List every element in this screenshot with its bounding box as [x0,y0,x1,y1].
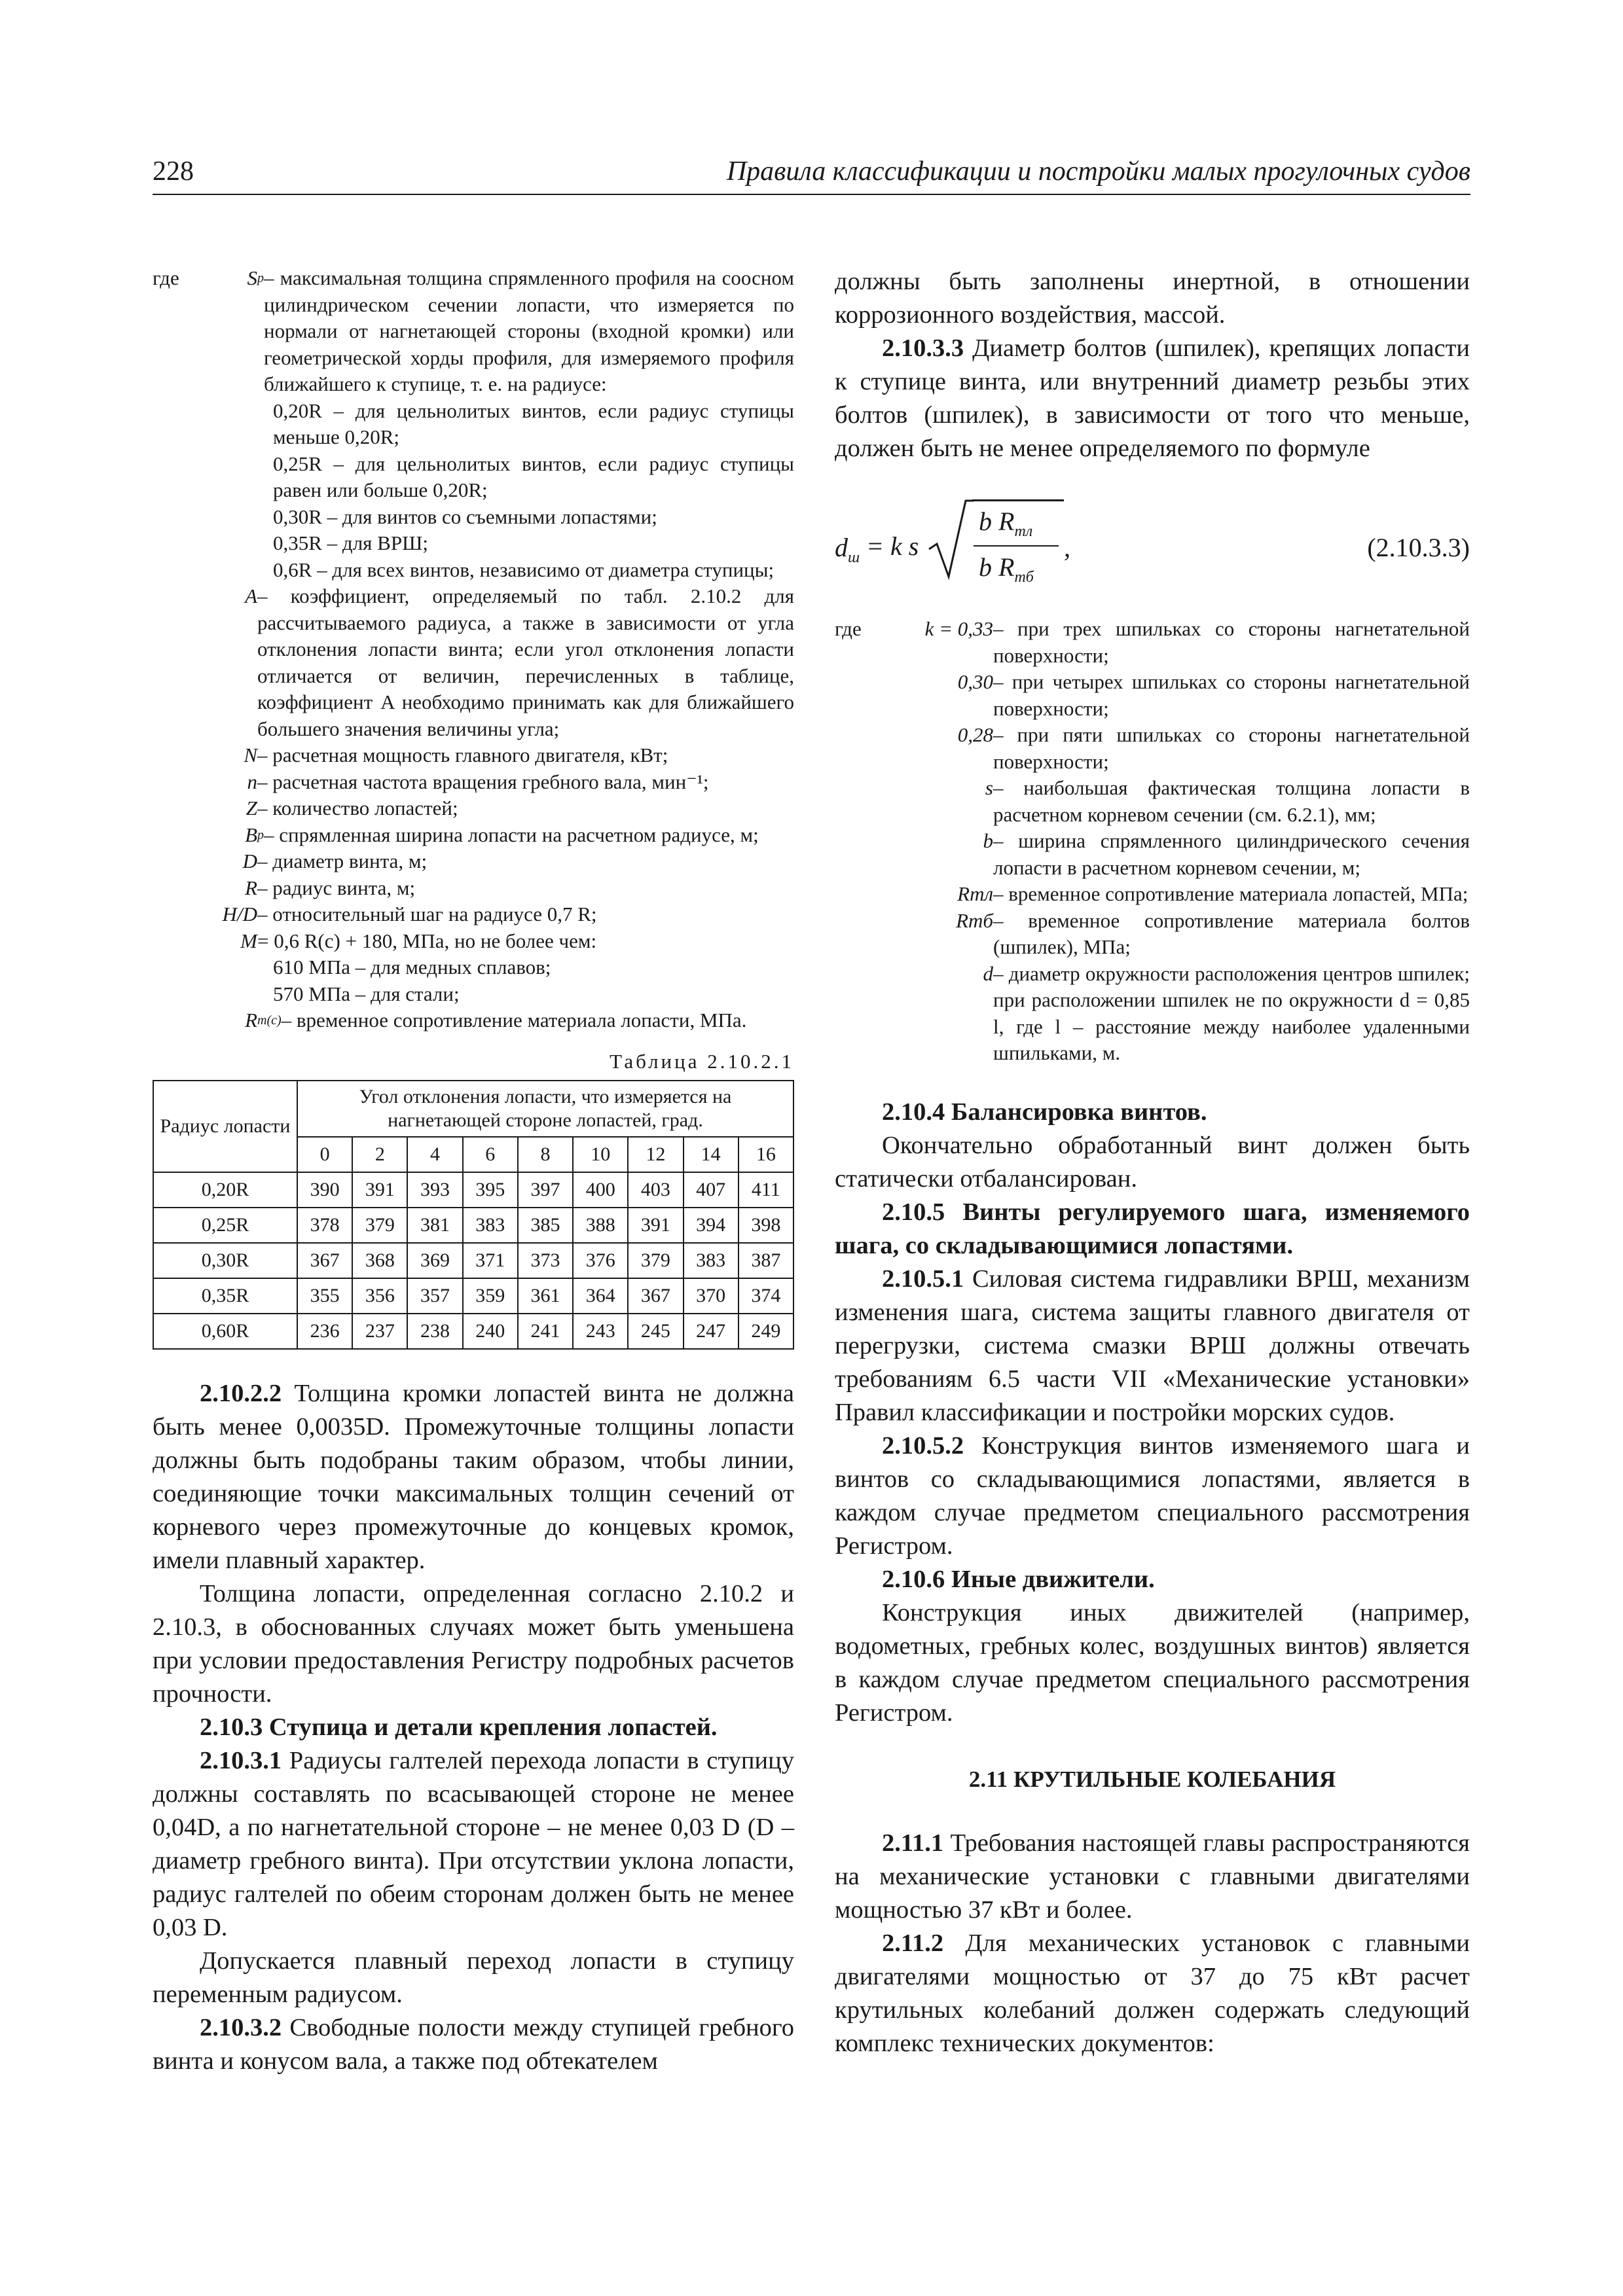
angle-header: 16 [739,1137,793,1172]
angle-header: 2 [352,1137,407,1172]
paragraph: 2.10.2.2 Толщина кромки лопастей винта не должна быть менее 0,0035D. Промежуточные толщины лопасти должны быть подобраны таким образом, чтобы линии, соединяющие точки максимальных толщин сечений от корневого через промежуточные до концевых кромок, имели плавный характер. [153,1379,794,1574]
table-row [153,1172,793,1208]
value-cell: 390 [297,1172,352,1208]
formula-numerator: b $R_{тл}$ [979,507,1033,540]
paragraph: 2.10.3.3 Диаметр болтов (шпилек), крепящих лопасти к ступице винта, или внутренний диаметр резьбы этих болтов (шпилек), в зависимости от того что меньше, должен быть не менее определяемого по формуле [835,334,1470,462]
value-cell: 411 [739,1172,793,1208]
definition-symbol: N [244,744,257,766]
value-cell: 388 [573,1208,628,1243]
definition-symbol: M [240,929,257,952]
angle-header: 10 [573,1137,628,1172]
symbol-definitions [153,265,794,1034]
value-cell: 357 [407,1278,462,1314]
paragraph: должны быть заполнены инертной, в отношении коррозионного воздействия, массой. [835,268,1470,329]
definition-text: – временное сопротивление материала болтов (шпилек), МПа; [993,908,1470,958]
value-cell: 243 [573,1314,628,1349]
definition-text: – диаметр винта, м; [257,850,428,872]
definition-text: 0,6R – для всех винтов, независимо от диаметра ступицы; [273,558,775,581]
value-cell: 385 [518,1208,573,1243]
right-column [835,265,1470,2060]
value-cell: 400 [573,1172,628,1208]
value-cell: 364 [573,1278,628,1314]
paragraph: 2.10.5.1 Силовая система гидравлики ВРШ, механизм изменения шага, система защиты главного двигателя от перегрузки, система смазки ВРШ должны отвечать требованиям 6.5 части VII «Механические установки» Правил классификации и постройки морских судов. [835,1265,1470,1426]
definition-item [882,775,1470,828]
definition-symbol [198,504,257,531]
definition-symbol [198,981,257,1008]
value-cell: 238 [407,1314,462,1349]
definition-text: – относительный шаг на радиусе 0,7 R; [257,903,597,925]
definition-item [198,557,794,584]
paragraph: 2.10.3.1 Радиусы галтелей перехода лопасти в ступицу должны составлять по всасывающей стороне не менее 0,04D, а по нагнетательной стороне – не менее 0,03 D (D – диаметр гребного винта). При отсутствии уклона лопасти, радиус галтелей по обеим сторонам должен быть не менее 0,03 D. [153,1746,794,1941]
col-header-radius: Радиус лопасти [153,1081,297,1172]
right-body-bottom [835,1827,1470,2060]
definition-item [198,875,794,902]
bolt-symbol-definitions [835,616,1470,1067]
paragraph: 2.10.5.2 Конструкция винтов изменяемого шага и винтов со складывающимися лопастями, является в каждом случае предметом специального рассмотрения Регистром. [835,1431,1470,1560]
definition-item [882,881,1470,908]
coefficient-table [153,1080,794,1350]
definition-text: – диаметр окружности расположения центров шпилек; при расположении шпилек не по окружности d = 0,85 l, где l – расстояние между наиболее удаленными шпильками, м. [993,961,1470,1064]
value-cell: 394 [684,1208,739,1243]
definition-symbol: R [245,1009,257,1031]
value-cell: 247 [684,1314,739,1349]
right-body-top [835,265,1470,465]
col-header-angle: Угол отклонения лопасти, что измеряется на нагнетающей стороне лопастей, град. [297,1081,793,1137]
radius-cell: 0,20R [153,1172,297,1208]
value-cell: 391 [628,1208,683,1243]
definition-symbol: s [985,776,993,799]
angle-header: 8 [518,1137,573,1172]
running-title: Правила классификации и постройки малых прогулочных судов [726,156,1470,187]
definition-text: 0,20R – для цельнолитых винтов, если радиус ступицы меньше 0,20R; [273,399,794,448]
value-cell: 355 [297,1278,352,1314]
definition-text: – при четырех шпильках со стороны нагнетательной поверхности; [993,670,1470,720]
chapter-heading: 2.11 КРУТИЛЬНЫЕ КОЛЕБАНИЯ [968,1766,1336,1792]
fraction-bar [974,545,1059,547]
value-cell: 361 [518,1278,573,1314]
formula-eq: = k s [866,531,919,561]
definition-item [882,828,1470,881]
definition-text: – спрямленная ширина лопасти на расчетном радиусе, м; [264,823,759,846]
header-rule [153,194,1470,195]
definition-text: – временное сопротивление материала лопастей, МПа; [993,882,1468,905]
section-heading: 2.10.5 Винты регулируемого шага, изменяемого шага, со складывающимися лопастями. [835,1198,1470,1259]
value-cell: 371 [463,1243,518,1278]
definition-item [198,398,794,451]
definition-item [198,981,794,1008]
definition-text: – временное сопротивление материала лопасти, МПа. [281,1009,747,1031]
value-cell: 407 [684,1172,739,1208]
definition-item [198,451,794,504]
table-row [153,1278,793,1314]
radius-cell: 0,60R [153,1314,297,1349]
definition-subscript: p [257,827,264,842]
definition-item [198,954,794,981]
definition-symbol: 0,30 [957,670,993,693]
paragraph: 2.11.2 Для механических установок с главными двигателями мощностью от 37 до 75 кВт расчет крутильных колебаний должен содержать следующий комплекс технических документов: [835,1929,1470,2057]
definition-symbol [198,557,257,584]
definition-text: 610 МПа – для медных сплавов; [273,956,551,978]
where-label: где [835,617,862,640]
value-cell: 370 [684,1278,739,1314]
value-cell: 249 [739,1314,793,1349]
paragraph: 2.10.3.2 Свободные полости между ступицей гребного винта и конусом вала, а также под обтекателем [153,2013,794,2075]
value-cell: 379 [628,1243,683,1278]
definition-symbol: d [983,961,993,985]
value-cell: 393 [407,1172,462,1208]
definition-symbol: D [242,850,257,872]
value-cell: 368 [352,1243,407,1278]
definition-item [198,769,794,796]
value-cell: 236 [297,1314,352,1349]
value-cell: 381 [407,1208,462,1243]
definition-symbol: A [245,584,257,607]
definition-item [882,616,1470,669]
value-cell: 379 [352,1208,407,1243]
definition-text: = 0,6 R(с) + 180, МПа, но не более чем: [257,929,597,952]
definition-symbol: R [245,876,257,899]
definition-item [198,530,794,557]
definition-item [198,1007,794,1034]
definition-symbol: 0,28 [957,723,993,746]
definition-text: – количество лопастей; [257,797,458,819]
value-cell: 374 [739,1278,793,1314]
angle-header: 12 [628,1137,683,1172]
definition-subscript: p [257,271,264,285]
definition-item [882,722,1470,775]
definition-symbol: k = 0,33 [924,617,993,640]
definition-item [198,795,794,822]
value-cell: 373 [518,1243,573,1278]
definition-text: 570 МПа – для стали; [273,982,460,1005]
definition-symbol: n [247,770,257,793]
value-cell: 387 [739,1243,793,1278]
definition-item [198,504,794,531]
right-body-text [835,1096,1470,1730]
definition-symbol: b [983,829,993,852]
definition-text: – радиус винта, м; [257,876,416,899]
value-cell: 367 [628,1278,683,1314]
definition-text: – расчетная частота вращения гребного вала, мин⁻¹; [257,770,709,793]
definition-symbol: S [247,266,257,289]
paragraph: Конструкция иных движителей (например, водометных, гребных колес, воздушных винтов) является в каждом случае предметом специального рассмотрения Регистром. [835,1598,1470,1727]
value-cell: 391 [352,1172,407,1208]
definition-item [198,583,794,742]
value-cell: 356 [352,1278,407,1314]
angle-header: 4 [407,1137,462,1172]
definition-subscript: m(с) [257,1013,282,1028]
value-cell: 383 [684,1243,739,1278]
angle-header: 6 [463,1137,518,1172]
definition-item [882,961,1470,1067]
formula-denominator: b $R_{тб}$ [979,552,1034,586]
angle-header: 14 [684,1137,739,1172]
definition-symbol: Rтб [956,908,993,932]
definition-symbol: Rтл [957,882,993,905]
page-number: 228 [153,156,194,187]
definition-symbol: B [245,823,257,846]
definition-text: – максимальная толщина спрямленного профиля на соосном цилиндрическом сечении лопасти, что измеряется по нормали от нагнетающей стороны (входной кромки) или геометрической хорды профиля, для измеряемого профиля ближайшего к ступице, т. е. на радиусе: [264,266,794,395]
radius-cell: 0,35R [153,1278,297,1314]
section-heading: 2.10.4 Балансировка винтов. [882,1098,1207,1126]
section-heading: 2.10.6 Иные движители. [882,1565,1155,1593]
definition-text: 0,35R – для ВРШ; [273,531,428,554]
definition-text: – ширина спрямленного цилиндрического сечения лопасти в расчетном корневом сечении, м; [993,829,1470,879]
value-cell: 241 [518,1314,573,1349]
table-row [153,1208,793,1243]
definition-text: – расчетная мощность главного двигателя, кВт; [257,744,668,766]
definition-item [198,848,794,875]
definition-text: 0,25R – для цельнолитых винтов, если радиус ступицы равен или больше 0,20R; [273,452,794,501]
definition-item [198,901,794,928]
definition-item [198,742,794,769]
where-label: где [153,266,179,289]
section-heading: 2.10.3 Ступица и детали крепления лопастей. [200,1713,718,1741]
formula-2-10-3-3 [835,492,1470,609]
value-cell: 383 [463,1208,518,1243]
formula-number: (2.10.3.3) [1367,533,1470,562]
paragraph: Допускается плавный переход лопасти в ступицу переменным радиусом. [153,1946,794,2008]
definition-symbol [198,451,257,504]
value-cell: 397 [518,1172,573,1208]
value-cell: 359 [463,1278,518,1314]
value-cell: 398 [739,1208,793,1243]
value-cell: 245 [628,1314,683,1349]
sqrt-bar [972,499,1064,501]
definition-symbol [198,530,257,557]
definition-symbol [198,398,257,451]
left-body-text [153,1377,794,2078]
value-cell: 395 [463,1172,518,1208]
table-row [153,1243,793,1278]
value-cell: 378 [297,1208,352,1243]
value-cell: 237 [352,1314,407,1349]
definition-symbol [198,954,257,981]
paragraph: Толщина лопасти, определенная согласно 2.10.2 и 2.10.3, в обоснованных случаях может быть уменьшена при условии предоставления Регистру подробных расчетов прочности. [153,1579,794,1708]
paragraph: 2.11.1 Требования настоящей главы распространяются на механические установки с главными двигателями мощностью 37 кВт и более. [835,1829,1470,1924]
angle-header: 0 [297,1137,352,1172]
definition-text: – при пяти шпильках со стороны нагнетательной поверхности; [993,723,1470,773]
definition-item [198,822,794,849]
value-cell: 240 [463,1314,518,1349]
table-caption: Таблица 2.10.2.1 [610,1049,794,1073]
value-cell: 376 [573,1243,628,1278]
paragraph: Окончательно обработанный винт должен быть статически отбалансирован. [835,1131,1470,1193]
definition-text: – наибольшая фактическая толщина лопасти в расчетном корневом сечении (см. 6.2.1), мм; [993,776,1470,826]
definition-text: 0,30R – для винтов со съемными лопастями; [273,505,657,528]
definition-item [882,669,1470,722]
definition-item [198,265,794,398]
radius-cell: 0,30R [153,1243,297,1278]
value-cell: 367 [297,1243,352,1278]
radius-cell: 0,25R [153,1208,297,1243]
table-row [153,1314,793,1349]
definition-symbol: H/D [222,903,257,925]
formula-lhs: $d_ш$ [835,533,860,566]
definition-symbol: Z [246,797,257,819]
definition-item [882,908,1470,961]
value-cell: 369 [407,1243,462,1278]
value-cell: 403 [628,1172,683,1208]
definition-item [198,928,794,955]
definition-text: – коэффициент, определяемый по табл. 2.10.2 для рассчитываемого радиуса, а также в зависимости от угла отклонения лопасти винта; если угол отклонения лопасти отличается от величин, перечисленных в таблице, коэффициент A необходимо принимать как для ближайшего большего значения величины угла; [257,584,794,740]
left-column [153,265,794,2078]
formula-comma: , [1064,533,1070,562]
sqrt-sign [928,498,974,583]
definition-text: – при трех шпильках со стороны нагнетательной поверхности; [993,617,1470,667]
